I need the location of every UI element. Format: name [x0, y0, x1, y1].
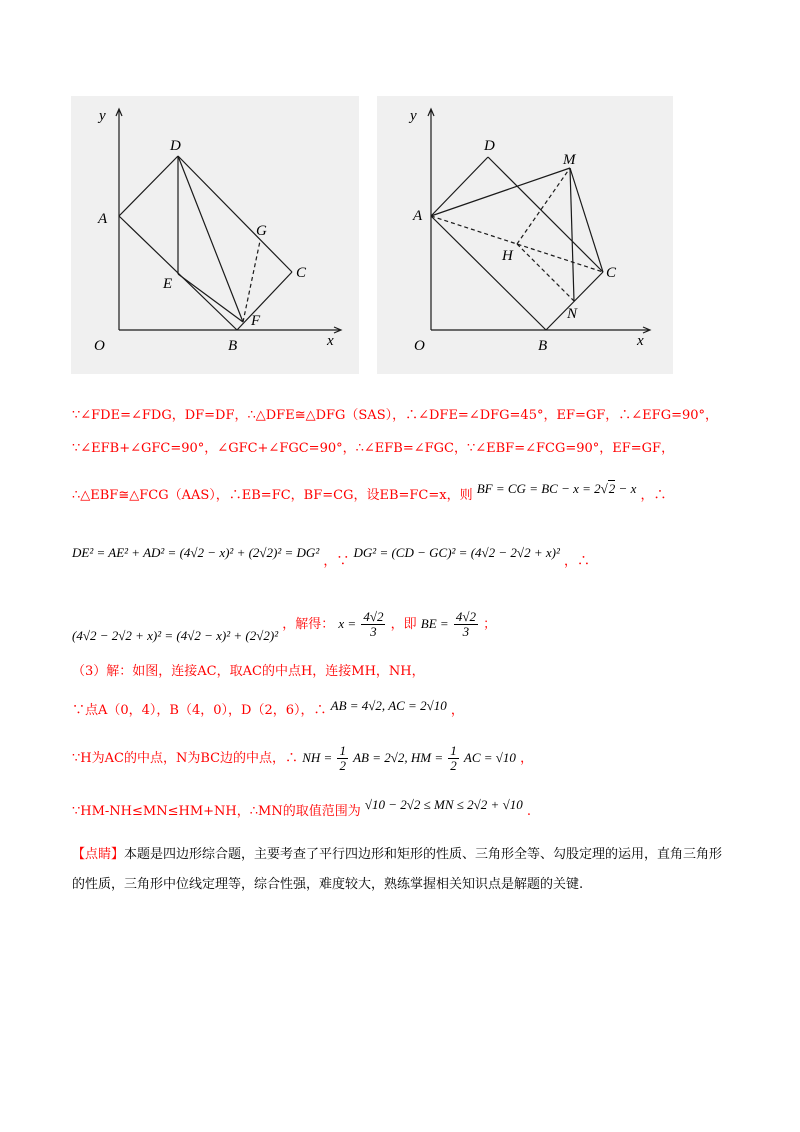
line3-text: ∴△EBF≅△FCG（AAS），∴EB=FC，BF=CG，设EB=FC=x，则	[72, 488, 473, 503]
line8-end: AC = √10	[463, 750, 516, 765]
label-A: A	[413, 208, 423, 224]
line4-sep: ，∵	[323, 554, 350, 569]
line8-half-2	[448, 744, 459, 773]
line5-math: (4√2 − 2√2 + x)² = (4√2 − x)² + (2√2)²	[72, 628, 279, 643]
label-y: y	[99, 108, 106, 124]
fraction-numerator: 4√2	[455, 609, 476, 624]
line7-math: AB = 4√2, AC = 2√10	[330, 698, 447, 713]
solution-line-9	[72, 797, 531, 819]
label-B: B	[228, 338, 238, 354]
fraction-numerator: 1	[339, 743, 346, 758]
line5-text2: ，即	[390, 617, 417, 632]
fraction-denominator: 2	[450, 758, 457, 773]
line5-be: BE =	[420, 616, 449, 631]
solution-line-4	[72, 545, 590, 569]
label-H: H	[502, 248, 513, 264]
line9-math: √10 − 2√2 ≤ MN ≤ 2√2 + √10	[364, 797, 523, 812]
label-G: G	[256, 223, 267, 239]
line8-nh: NH =	[302, 750, 333, 765]
label-B: B	[538, 338, 548, 354]
line4-math: DE² = AE² + AD² = (4√2 − x)² + (2√2)² = DG²	[72, 545, 320, 560]
fraction-denominator: 3	[462, 624, 470, 639]
segment-MC	[570, 168, 603, 272]
comment-text: 本题是四边形综合题，主要考查了平行四边形和矩形的性质、三角形全等、勾股定理的运用，直角三角形的性质，三角形中位线定理等，综合性强，难度较大，熟练掌握相关知识点是解题的关键.	[72, 847, 723, 892]
fraction-denominator: 2	[339, 758, 346, 773]
line8-mid: AB = 2√2, HM =	[353, 750, 444, 765]
label-C: C	[606, 265, 617, 281]
line8-text: ∵H为AC的中点，N为BC边的中点，∴	[72, 751, 299, 766]
label-O: O	[94, 338, 105, 354]
line5-x: x =	[338, 616, 357, 631]
label-x: x	[637, 333, 644, 349]
solution-line-2: ∵∠EFB+∠GFC=90°，∠GFC+∠FGC=90°，∴∠EFB=∠FGC，∵∠EBF=∠FCG=90°，EF=GF，	[72, 441, 675, 456]
solution-line-3	[72, 481, 667, 503]
segment-AB	[431, 216, 546, 330]
solution-line-6: （3）解：如图，连接AC，取AC的中点H，连接MH，NH，	[72, 664, 425, 679]
line8-half-1	[337, 744, 348, 773]
label-A: A	[98, 211, 108, 227]
line8-tail: ，	[520, 751, 534, 766]
fraction-numerator: 1	[450, 743, 457, 758]
label-D: D	[170, 138, 181, 154]
line3-tail: ，∴	[640, 488, 667, 503]
label-D: D	[484, 138, 495, 154]
label-O: O	[414, 338, 425, 354]
segment-AD	[431, 157, 488, 216]
line5-fraction	[361, 610, 385, 639]
solution-line-8	[72, 744, 533, 773]
fraction-denominator: 3	[370, 624, 377, 639]
line5-fraction-2	[454, 610, 478, 639]
label-x: x	[327, 333, 334, 349]
line5-text1: ，解得：	[282, 617, 335, 632]
label-C: C	[296, 265, 307, 281]
label-F: F	[251, 313, 261, 329]
line5-tail: ；	[483, 617, 497, 632]
segment-HM-dashed	[517, 168, 570, 244]
line4-math2: DG² = (CD − GC)² = (4√2 − 2√2 + x)²	[353, 545, 560, 560]
segment-MN	[570, 168, 574, 301]
line3-math-post: − x	[615, 481, 637, 496]
comment-tag: 【点睛】	[72, 847, 125, 862]
segment-AM	[431, 168, 570, 216]
line9-tail: .	[526, 804, 531, 819]
figure-2	[0, 96, 800, 376]
label-M: M	[563, 152, 576, 168]
line7-tail: ，	[450, 703, 464, 718]
solution-line-1: ∵∠FDE=∠FDG，DF=DF，∴△DFE≅△DFG（SAS），∴∠DFE=∠DFG=45°，EF=GF，∴∠EFG=90°，	[72, 408, 719, 423]
line3-math-radicand: 2	[608, 481, 616, 496]
fraction-numerator: 4√2	[363, 609, 384, 624]
label-E: E	[163, 276, 173, 292]
label-N: N	[567, 306, 578, 322]
line3-math-pre: BF = CG = BC − x = 2	[476, 481, 601, 496]
line4-tail: ，∴	[563, 554, 590, 569]
line7-text: ∵点A（0，4），B（4，0），D（2，6），∴	[72, 703, 327, 718]
segment-HN-dashed	[517, 244, 574, 301]
comment-paragraph	[72, 840, 732, 900]
solution-line-7	[72, 699, 464, 718]
line9-text: ∵HM-NH≤MN≤HM+NH，∴MN的取值范围为	[72, 804, 361, 819]
label-y: y	[410, 108, 417, 124]
line3-math: BF = CG = BC − x = 2√2 − x	[476, 481, 637, 496]
solution-line-5	[72, 609, 497, 643]
